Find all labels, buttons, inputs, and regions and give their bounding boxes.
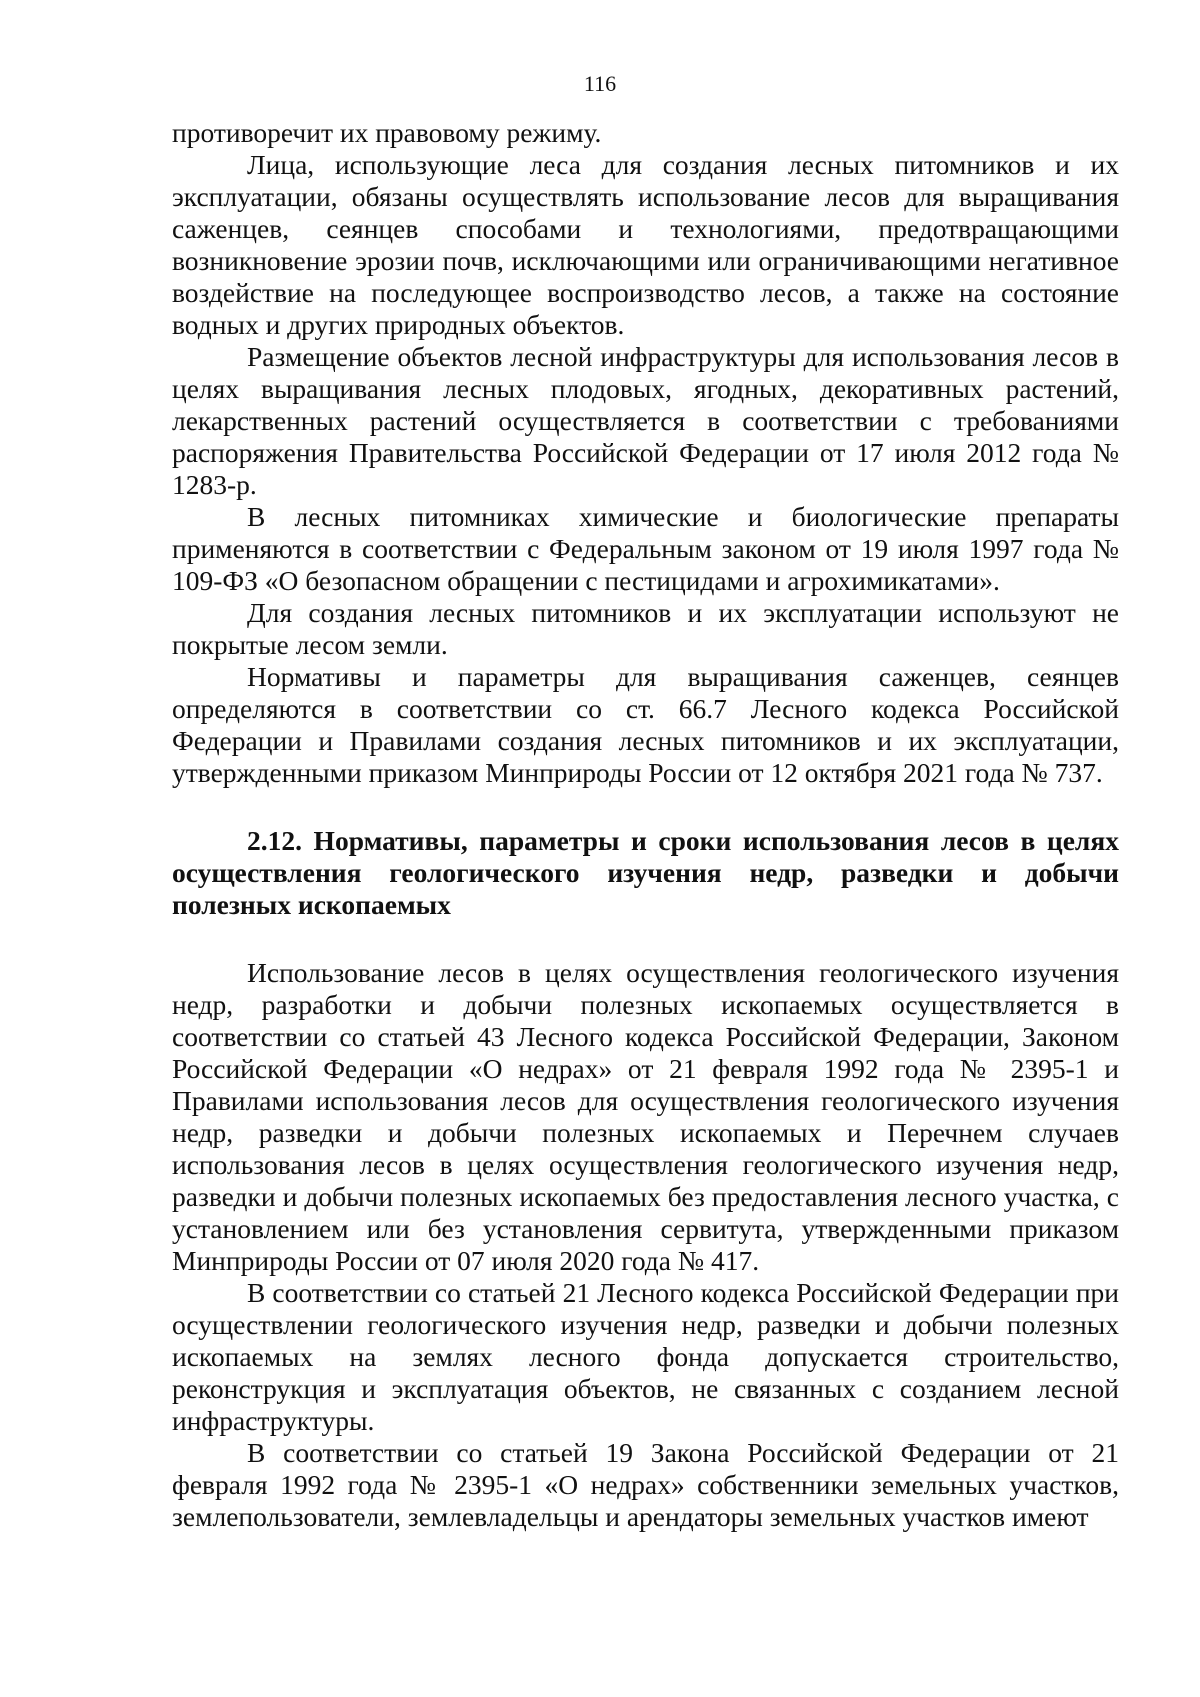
paragraph: В соответствии со статьей 19 Закона Российской Федерации от 21 февраля 1992 года № 2395-1 «О недрах» собственники земельных участков, землепользователи, землевладельцы и арендаторы земельных участков имеют <box>172 1437 1119 1532</box>
paragraph: Нормативы и параметры для выращивания саженцев, сеянцев определяются в соответствии со ст. 66.7 Лесного кодекса Российской Федерации и Правилами создания лесных питомников и их эксплуатации, утвержденными приказом Минприроды России от 12 октября 2021 года № 737. <box>172 661 1119 788</box>
page-number: 116 <box>583 71 617 96</box>
paragraph: В соответствии со статьей 21 Лесного кодекса Российской Федерации при осуществлении геологического изучения недр, разведки и добычи полезных ископаемых на землях лесного фонда допускается строительство, реконструкция и эксплуатация объектов, не связанных с созданием лесной инфраструктуры. <box>172 1277 1119 1436</box>
paragraph: Для создания лесных питомников и их эксплуатации используют не покрытые лесом земли. <box>172 597 1119 660</box>
section-heading: 2.12. Нормативы, параметры и сроки использования лесов в целях осуществления геологического изучения недр, разведки и добычи полезных ископаемых <box>172 825 1119 920</box>
paragraph: В лесных питомниках химические и биологические препараты применяются в соответствии с Федеральным законом от 19 июля 1997 года № 109-ФЗ «О безопасном обращении с пестицидами и агрохимикатами». <box>172 501 1119 596</box>
paragraph: Размещение объектов лесной инфраструктуры для использования лесов в целях выращивания лесных плодовых, ягодных, декоративных растений, лекарственных растений осуществляется в соответствии с требованиями распоряжения Правительства Российской Федерации от 17 июля 2012 года № 1283-р. <box>172 341 1119 500</box>
paragraph: противоречит их правовому режиму. <box>172 117 602 148</box>
paragraph: Лица, использующие леса для создания лесных питомников и их эксплуатации, обязаны осуществлять использование лесов для выращивания саженцев, сеянцев способами и технологиями, предотвращающими возникновение эрозии почв, исключающими или ограничивающими негативное воздействие на последующее воспроизводство лесов, а также на состояние водных и других природных объектов. <box>172 149 1119 340</box>
document-body <box>172 117 1119 1533</box>
paragraph: Использование лесов в целях осуществления геологического изучения недр, разработки и добычи полезных ископаемых осуществляется в соответствии со статьей 43 Лесного кодекса Российской Федерации, Законом Российской Федерации «О недрах» от 21 февраля 1992 года № 2395-1 и Правилами использования лесов для осуществления геологического изучения недр, разведки и добычи полезных ископаемых и Перечнем случаев использования лесов в целях осуществления геологического изучения недр, разведки и добычи полезных ископаемых без предоставления лесного участка, с установлением или без установления сервитута, утвержденными приказом Минприроды России от 07 июля 2020 года № 417. <box>172 957 1119 1276</box>
